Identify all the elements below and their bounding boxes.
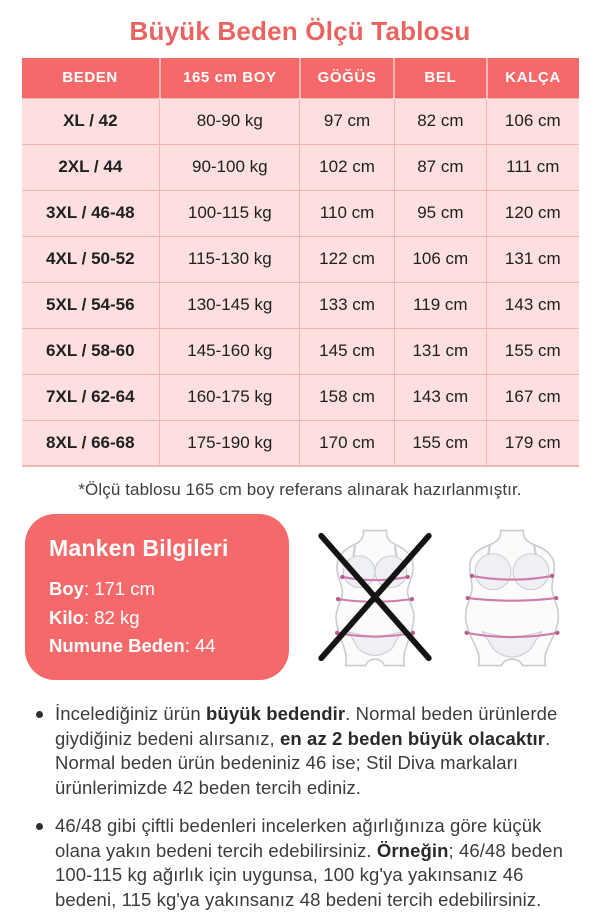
- measure-cell: 90-100 kg: [160, 144, 300, 190]
- measure-cell: 155 cm: [487, 328, 579, 374]
- size-label-cell: XL / 42: [22, 98, 160, 144]
- size-label-cell: 2XL / 44: [22, 144, 160, 190]
- body-figures: [289, 527, 590, 667]
- measure-cell: 170 cm: [300, 420, 394, 466]
- size-label-cell: 6XL / 58-60: [22, 328, 160, 374]
- measure-cell: 160-175 kg: [160, 374, 300, 420]
- measure-cell: 158 cm: [300, 374, 394, 420]
- size-chart-page: [0, 16, 600, 916]
- measure-cell: 130-145 kg: [160, 282, 300, 328]
- measure-cell: 131 cm: [394, 328, 486, 374]
- measure-cell: 145-160 kg: [160, 328, 300, 374]
- measure-dot: [550, 574, 554, 578]
- size-table-body: [22, 98, 579, 466]
- slim-body-crossed-figure: [317, 527, 433, 667]
- measure-cell: 120 cm: [487, 190, 579, 236]
- model-weight-line: [49, 604, 265, 633]
- measure-cell: 102 cm: [300, 144, 394, 190]
- note-item: [36, 702, 570, 800]
- bullet-icon: [36, 711, 43, 718]
- note-text: 46/48 gibi çiftli bedenleri incelerken ağırlığınıza göre küçük olana yakın bedeni tercih edebilirsiniz. Örneğin; 46/48 beden 100-115 kg ağırlık için uygunsa, 100 kg'ya yakınsanız 46 bedeni, 115 kg'ya yakınsanız 48 bedeni tercih edebilirsiniz.: [55, 815, 563, 910]
- plus-bra-cup-right: [513, 554, 549, 590]
- measure-cell: 122 cm: [300, 236, 394, 282]
- measure-cell: 106 cm: [487, 98, 579, 144]
- table-row: [22, 328, 579, 374]
- measure-cell: 133 cm: [300, 282, 394, 328]
- size-label-cell: 4XL / 50-52: [22, 236, 160, 282]
- measure-cell: 87 cm: [394, 144, 486, 190]
- model-height-label: Boy: [49, 578, 84, 600]
- measure-cell: 106 cm: [394, 236, 486, 282]
- model-sample-size-line: [49, 632, 265, 661]
- size-label-cell: 3XL / 46-48: [22, 190, 160, 236]
- col-header-gogus: GÖĞÜS: [300, 58, 394, 98]
- model-height-value: 171 cm: [94, 578, 155, 600]
- table-row: [22, 190, 579, 236]
- measure-cell: 110 cm: [300, 190, 394, 236]
- col-header-boy: 165 cm BOY: [160, 58, 300, 98]
- model-weight-label: Kilo: [49, 606, 84, 628]
- size-table: [22, 58, 579, 467]
- model-sample-size-value: 44: [194, 635, 216, 657]
- table-row: [22, 98, 579, 144]
- measure-cell: 143 cm: [487, 282, 579, 328]
- note-text: İncelediğiniz ürün büyük bedendir. Normal beden ürünlerde giydiğiniz bedeni alırsanız, en az 2 beden büyük olacaktır. Normal beden ürün bedeniniz 46 ise; Stil Diva markaları ürünlerimizde 42 beden tercih ediniz.: [55, 703, 558, 798]
- note-item: [36, 814, 570, 912]
- model-sample-size-label: Numune Beden: [49, 635, 185, 657]
- table-row: [22, 374, 579, 420]
- table-row: [22, 144, 579, 190]
- plus-body-figure: [454, 527, 570, 667]
- measure-cell: 119 cm: [394, 282, 486, 328]
- table-row: [22, 282, 579, 328]
- model-sample-size-sep: :: [184, 635, 195, 657]
- model-section: [25, 513, 590, 681]
- notes-list: [36, 702, 570, 912]
- measure-dot: [336, 597, 340, 601]
- measure-dot: [464, 631, 468, 635]
- measure-cell: 175-190 kg: [160, 420, 300, 466]
- bullet-icon: [36, 823, 43, 830]
- measure-dot: [555, 631, 559, 635]
- measure-cell: 97 cm: [300, 98, 394, 144]
- measure-cell: 111 cm: [487, 144, 579, 190]
- size-label-cell: 7XL / 62-64: [22, 374, 160, 420]
- measure-cell: 82 cm: [394, 98, 486, 144]
- measure-dot: [465, 596, 469, 600]
- size-table-header: [22, 58, 579, 98]
- col-header-kalca: KALÇA: [487, 58, 579, 98]
- col-header-bel: BEL: [394, 58, 486, 98]
- measure-cell: 179 cm: [487, 420, 579, 466]
- table-footnote: *Ölçü tablosu 165 cm boy referans alınarak hazırlanmıştır.: [78, 480, 522, 499]
- model-info-card: [25, 514, 289, 680]
- measure-dot: [554, 596, 558, 600]
- measure-cell: 143 cm: [394, 374, 486, 420]
- model-height-line: [49, 575, 265, 604]
- model-info-title: Manken Bilgileri: [49, 535, 229, 562]
- measure-cell: 80-90 kg: [160, 98, 300, 144]
- model-weight-value: 82 kg: [94, 606, 140, 628]
- measure-cell: 131 cm: [487, 236, 579, 282]
- measure-cell: 100-115 kg: [160, 190, 300, 236]
- size-label-cell: 8XL / 66-68: [22, 420, 160, 466]
- measure-dot: [341, 575, 345, 579]
- size-label-cell: 5XL / 54-56: [22, 282, 160, 328]
- measure-cell: 145 cm: [300, 328, 394, 374]
- measure-dot: [410, 597, 414, 601]
- measure-cell: 167 cm: [487, 374, 579, 420]
- plus-bra-cup-left: [475, 554, 511, 590]
- table-row: [22, 420, 579, 466]
- header-row: [22, 58, 579, 98]
- model-weight-sep: :: [83, 606, 95, 628]
- measure-dot: [406, 575, 410, 579]
- col-header-beden: BEDEN: [22, 58, 160, 98]
- model-height-sep: :: [83, 578, 95, 600]
- measure-cell: 115-130 kg: [160, 236, 300, 282]
- measure-dot: [469, 574, 473, 578]
- table-row: [22, 236, 579, 282]
- measure-cell: 155 cm: [394, 420, 486, 466]
- page-title: Büyük Beden Ölçü Tablosu: [129, 16, 471, 46]
- measure-cell: 95 cm: [394, 190, 486, 236]
